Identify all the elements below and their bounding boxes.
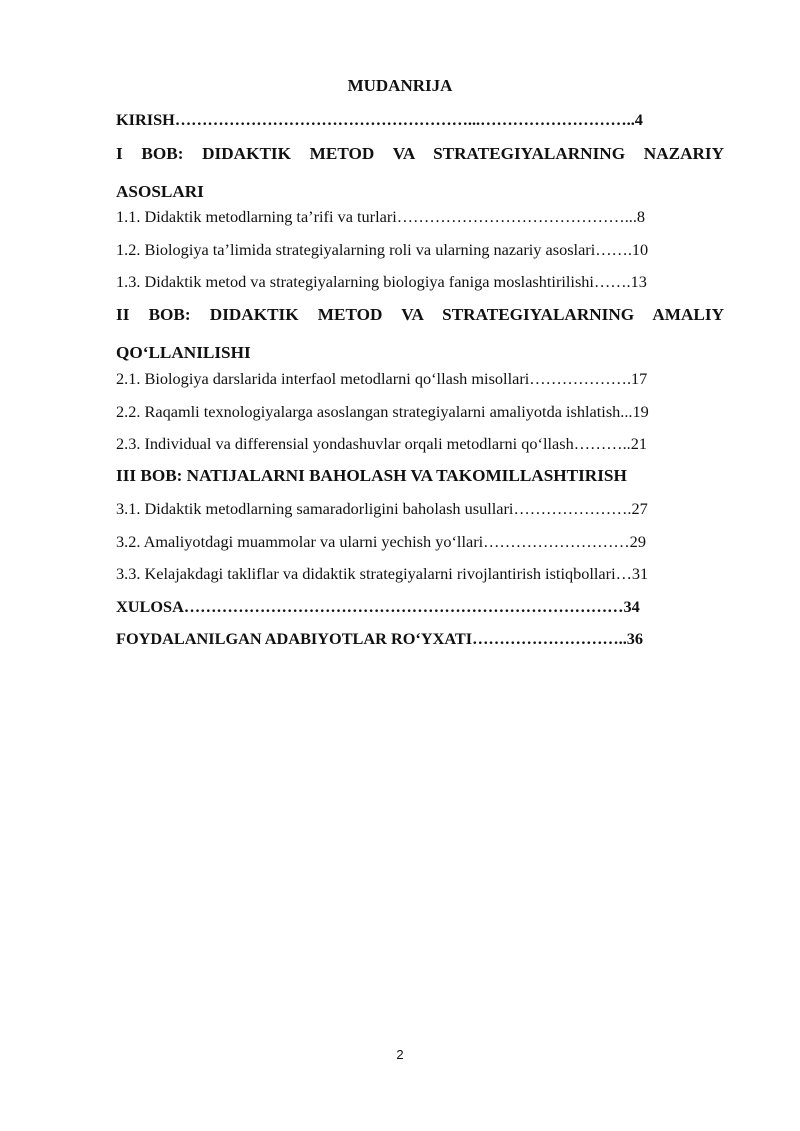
toc-chapter-2-line2: QO‘LLANILISHI [116, 343, 251, 362]
toc-entry-2-2: 2.2. Raqamli texnologiyalarga asoslangan strategiyalarni amaliyotda ishlatish...19 [116, 402, 649, 421]
toc-chapter-1-line2: ASOSLARI [116, 182, 204, 201]
toc-entry-xulosa: XULOSA………………………………………………………………………34 [116, 597, 640, 616]
toc-entry-3-1: 3.1. Didaktik metodlarning samaradorligini baholash usullari………………….27 [116, 499, 648, 518]
toc-entry-adabiyotlar: FOYDALANILGAN ADABIYOTLAR RO‘YXATI………………………..36 [116, 629, 644, 648]
toc-entry-1-3: 1.3. Didaktik metod va strategiyalarning biologiya faniga moslashtirilishi…….13 [116, 272, 647, 291]
toc-entry-3-3: 3.3. Kelajakdagi takliflar va didaktik strategiyalarni rivojlantirish istiqbollari…31 [116, 564, 649, 583]
toc-entry-1-1: 1.1. Didaktik metodlarning ta’rifi va turlari……………………………………...8 [116, 207, 646, 226]
toc-chapter-3: III BOB: NATIJALARNI BAHOLASH VA TAKOMILLASHTIRISH [116, 466, 627, 485]
toc-entry-kirish: KIRISH………………………………………………...………………………..4 [116, 110, 643, 129]
toc-chapter-1 [116, 143, 724, 203]
toc-chapter-2-line1: II BOB: DIDAKTIK METOD VA STRATEGIYALARNING AMALIY [116, 305, 724, 324]
toc-entry-2-3: 2.3. Individual va differensial yondashuvlar orqali metodlarni qo‘llash………..21 [116, 434, 647, 453]
toc-chapter-2 [116, 304, 724, 364]
toc-entry-3-2: 3.2. Amaliyotdagi muammolar va ularni yechish yo‘llari………………………29 [116, 532, 646, 551]
toc-entry-2-1: 2.1. Biologiya darslarida interfaol metodlarni qo‘llash misollari……………….17 [116, 369, 648, 388]
toc-chapter-1-line1: I BOB: DIDAKTIK METOD VA STRATEGIYALARNING NAZARIY [116, 144, 724, 163]
page-title: MUDANRIJA [347, 76, 453, 95]
page-number: 2 [396, 1047, 404, 1062]
toc-entry-1-2: 1.2. Biologiya ta’limida strategiyalarning roli va ularning nazariy asoslari…….10 [116, 240, 649, 259]
